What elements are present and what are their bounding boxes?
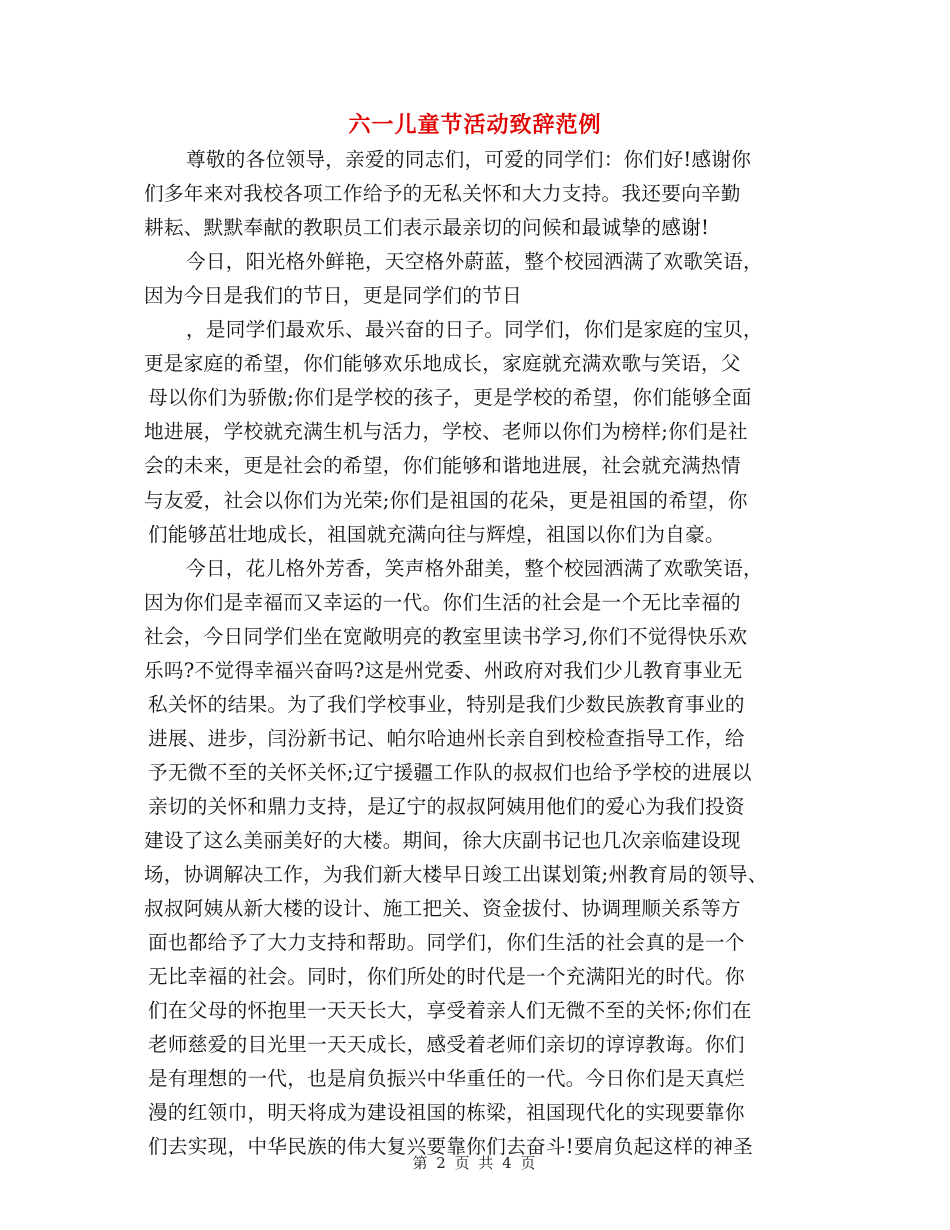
paragraph-line: 们能够茁壮地成长，祖国就充满向往与辉煌，祖国以你们为自豪。 bbox=[148, 523, 725, 546]
paragraph-line: 建设了这么美丽美好的大楼。期间，徐大庆副书记也几次亲临建设现 bbox=[144, 829, 741, 852]
paragraph-line: 叔叔阿姨从新大楼的设计、施工把关、资金拔付、协调理顺关系等方 bbox=[144, 897, 741, 920]
paragraph-line: 因为今日是我们的节日，更是同学们的节日 bbox=[144, 284, 522, 307]
paragraph-line: ，是同学们最欢乐、最兴奋的日子。同学们，你们是家庭的宝贝， bbox=[186, 318, 763, 341]
paragraph-line: 与友爱，社会以你们为光荣;你们是祖国的花朵，更是祖国的希望，你 bbox=[144, 489, 748, 512]
page-footer: 第 2 页 共 4 页 bbox=[412, 1154, 538, 1172]
document-title: 六一儿童节活动致辞范例 bbox=[348, 112, 602, 138]
paragraph-line: 场，协调解决工作，为我们新大楼早日竣工出谋划策;州教育局的领导、 bbox=[144, 863, 768, 886]
paragraph-line: 今日，阳光格外鲜艳，天空格外蔚蓝，整个校园洒满了欢歌笑语， bbox=[186, 250, 763, 273]
paragraph-line: 予无微不至的关怀关怀;辽宁援疆工作队的叔叔们也给予学校的进展以 bbox=[148, 761, 752, 784]
paragraph-line: 老师慈爱的目光里一天天成长，感受着老师们亲切的谆谆教诲。你们 bbox=[148, 1033, 745, 1056]
paragraph-line: 们去实现，中华民族的伟大复兴要靠你们去奋斗!要肩负起这样的神圣 bbox=[148, 1135, 753, 1158]
paragraph-line: 地进展，学校就充满生机与活力，学校、老师以你们为榜样;你们是社 bbox=[144, 420, 748, 443]
paragraph-line: 乐吗?不觉得幸福兴奋吗?这是州党委、州政府对我们少儿教育事业无 bbox=[144, 659, 743, 682]
paragraph-line: 进展、进步，闫汾新书记、帕尔哈迪州长亲自到校检查指导工作，给 bbox=[148, 727, 745, 750]
paragraph-line: 社会，今日同学们坐在宽敞明亮的教室里读书学习,你们不觉得快乐欢 bbox=[144, 625, 748, 648]
paragraph-line: 无比幸福的社会。同时，你们所处的时代是一个充满阳光的时代。你 bbox=[148, 965, 745, 988]
paragraph-line: 母以你们为骄傲;你们是学校的孩子，更是学校的希望，你们能够全面 bbox=[148, 386, 752, 409]
paragraph-line: 漫的红领巾，明天将成为建设祖国的栋梁，祖国现代化的实现要靠你 bbox=[148, 1101, 745, 1124]
paragraph-line: 更是家庭的希望，你们能够欢乐地成长，家庭就充满欢歌与笑语，父 bbox=[144, 352, 741, 375]
paragraph-line: 们多年来对我校各项工作给予的无私关怀和大力支持。我还要向辛勤 bbox=[144, 182, 741, 205]
paragraph-line: 今日，花儿格外芳香，笑声格外甜美，整个校园洒满了欢歌笑语， bbox=[186, 557, 763, 580]
paragraph-line: 亲切的关怀和鼎力支持，是辽宁的叔叔阿姨用他们的爱心为我们投资 bbox=[148, 795, 745, 818]
paragraph-line: 面也都给予了大力支持和帮助。同学们，你们生活的社会真的是一个 bbox=[148, 931, 745, 954]
paragraph-line: 尊敬的各位领导，亲爱的同志们，可爱的同学们：你们好!感谢你 bbox=[186, 148, 752, 171]
paragraph-line: 是有理想的一代，也是肩负振兴中华重任的一代。今日你们是天真烂 bbox=[148, 1067, 745, 1090]
paragraph-line: 会的未来，更是社会的希望，你们能够和谐地进展，社会就充满热情 bbox=[144, 454, 741, 477]
paragraph-line: 私关怀的结果。为了我们学校事业，特别是我们少数民族教育事业的 bbox=[148, 693, 745, 716]
paragraph-line: 因为你们是幸福而又幸运的一代。你们生活的社会是一个无比幸福的 bbox=[144, 591, 741, 614]
paragraph-line: 们在父母的怀抱里一天天长大，享受着亲人们无微不至的关怀;你们在 bbox=[148, 999, 752, 1022]
paragraph-line: 耕耘、默默奉献的教职员工们表示最亲切的问候和最诚挚的感谢! bbox=[144, 216, 710, 239]
